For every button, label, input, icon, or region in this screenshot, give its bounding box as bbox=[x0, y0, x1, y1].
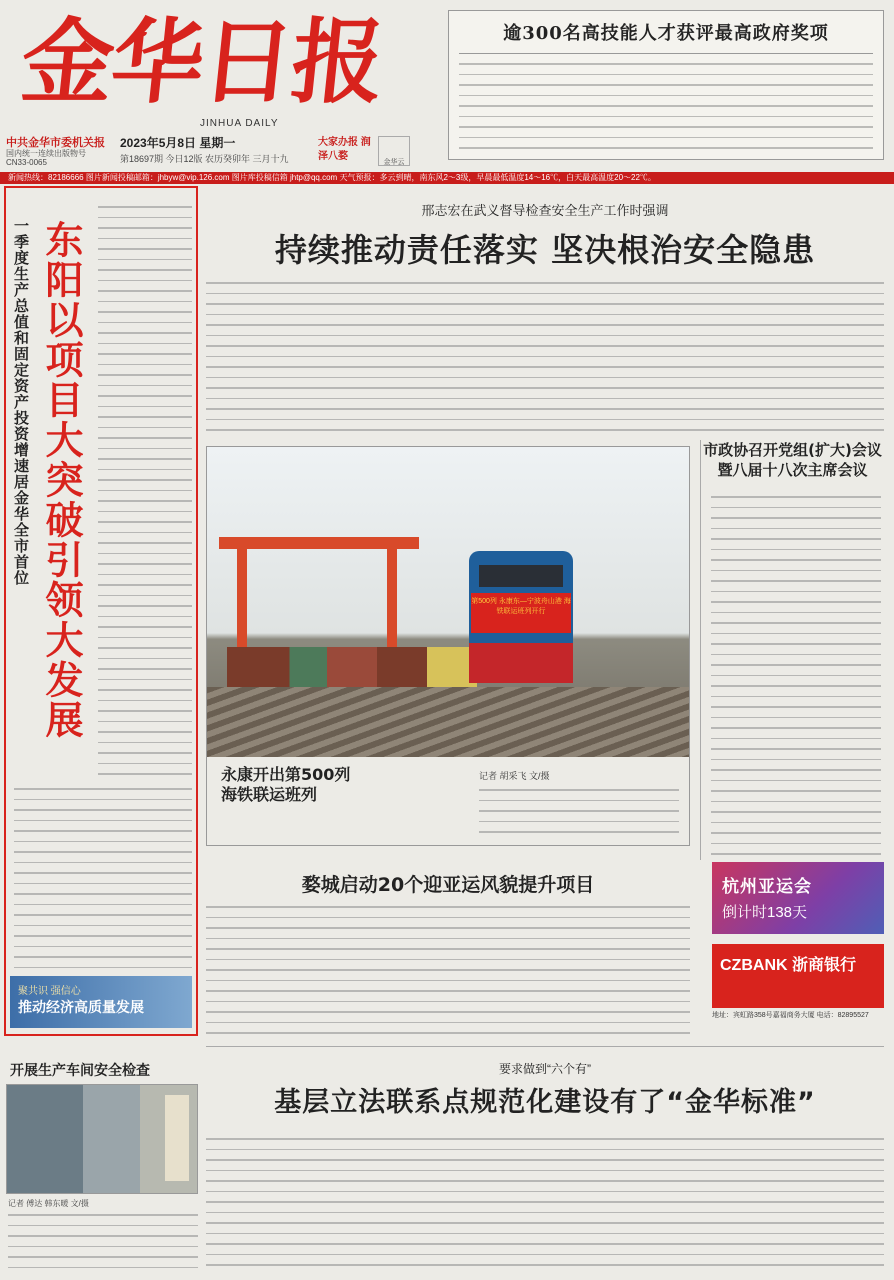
masthead-organ: 中共金华市委机关报 bbox=[6, 137, 105, 149]
locomotive bbox=[469, 551, 573, 683]
lead-story-body bbox=[98, 206, 192, 776]
photo-story-headline[interactable]: 永康开出第500列 海铁联运班列 bbox=[221, 765, 351, 804]
main-story-body bbox=[206, 282, 884, 432]
asian-games-title: 杭州亚运会 bbox=[722, 877, 812, 896]
info-bar: 新闻热线：82186666 图片新闻投稿邮箱：jhbyw@vip.126.com 图片库投稿信箱 jhtp@qq.com 天气预报：多云到晴，南东风2～3级，早晨最低温度14～16℃，白天最高温度20～22℃。 bbox=[0, 172, 894, 184]
railway-tracks bbox=[207, 687, 689, 757]
app-qr-icon bbox=[378, 136, 410, 166]
lead-story-box[interactable] bbox=[4, 186, 198, 1036]
bottom-story-body bbox=[206, 1138, 884, 1274]
container-train bbox=[227, 647, 477, 687]
lead-story-body-lower bbox=[14, 788, 192, 968]
banner-title: 推动经济高质量发展 bbox=[18, 999, 144, 1015]
bank-info: 地址：宾虹路358号嘉福商务大厦 电话：82895527 bbox=[712, 1012, 869, 1019]
left-bottom-headline[interactable]: 开展生产车间安全检查 bbox=[10, 1063, 150, 1079]
masthead-serial-label: 国内统一连续出版物号 bbox=[6, 149, 86, 158]
bottom-story-headline[interactable]: 基层立法联系点规范化建设有了“金华标准” bbox=[274, 1087, 816, 1118]
masthead-logo: 金华日报 bbox=[16, 8, 388, 116]
main-story-kicker: 邢志宏在武义督导检查安全生产工作时强调 bbox=[421, 203, 669, 218]
train-banner: 第500列 永康东—宁波舟山港 海铁联运班列开行 bbox=[471, 593, 571, 633]
photo-story-body bbox=[479, 789, 679, 841]
banner-kicker: 聚共识 强信心 bbox=[18, 986, 81, 997]
right-story-body bbox=[711, 496, 881, 856]
left-bottom-body bbox=[8, 1214, 198, 1274]
masthead-cn-number: CN33-0065 bbox=[6, 158, 47, 167]
mid-story-headline[interactable]: 婺城启动20个迎亚运风貌提升项目 bbox=[301, 874, 595, 896]
issue-info: 第18697期 今日12版 农历癸卯年 三月十九 bbox=[120, 154, 289, 164]
bank-name: CZBANK 浙商银行 bbox=[720, 957, 856, 974]
lead-story-headline[interactable]: 东阳以项目大突破引领大发展 bbox=[39, 220, 83, 740]
top-story-body bbox=[459, 63, 873, 157]
photo-credit: 记者 胡采飞 文/摄 bbox=[479, 771, 550, 781]
worker-photo bbox=[6, 1084, 198, 1194]
masthead-slogan: 大家办报 润泽八婺 bbox=[318, 137, 371, 162]
divider bbox=[459, 53, 873, 54]
lead-story-subhead: 一季度生产总值和固定资产投资增速居金华全市首位 bbox=[12, 218, 30, 586]
app-mark: 金华云 bbox=[383, 158, 405, 166]
lead-story-banner[interactable] bbox=[10, 976, 192, 1028]
train-photo bbox=[207, 447, 689, 757]
right-story-headline[interactable]: 市政协召开党组(扩大)会议 暨八届十八次主席会议 bbox=[703, 441, 882, 479]
asian-games-countdown: 倒计时138天 bbox=[722, 904, 808, 921]
left-bottom-credit: 记者 傅达 韩东暖 文/摄 bbox=[8, 1199, 89, 1208]
bank-ad[interactable] bbox=[712, 944, 884, 1008]
issue-date: 2023年5月8日 星期一 bbox=[120, 136, 236, 150]
asian-games-ad[interactable] bbox=[712, 862, 884, 934]
bottom-story-kicker: 要求做到“六个有” bbox=[499, 1062, 591, 1076]
photo-story[interactable] bbox=[206, 446, 690, 846]
section-divider bbox=[206, 1046, 884, 1047]
main-story-headline[interactable]: 持续推动责任落实 坚决根治安全隐患 bbox=[274, 231, 816, 269]
masthead-pinyin: JINHUA DAILY bbox=[200, 118, 279, 129]
mid-story-body bbox=[206, 906, 690, 1036]
top-story-headline[interactable]: 逾300名高技能人才获评最高政府奖项 bbox=[503, 23, 829, 44]
right-story[interactable] bbox=[700, 440, 884, 860]
main-story-header[interactable] bbox=[206, 200, 884, 271]
top-story-box[interactable] bbox=[448, 10, 884, 160]
signboard bbox=[165, 1095, 189, 1181]
